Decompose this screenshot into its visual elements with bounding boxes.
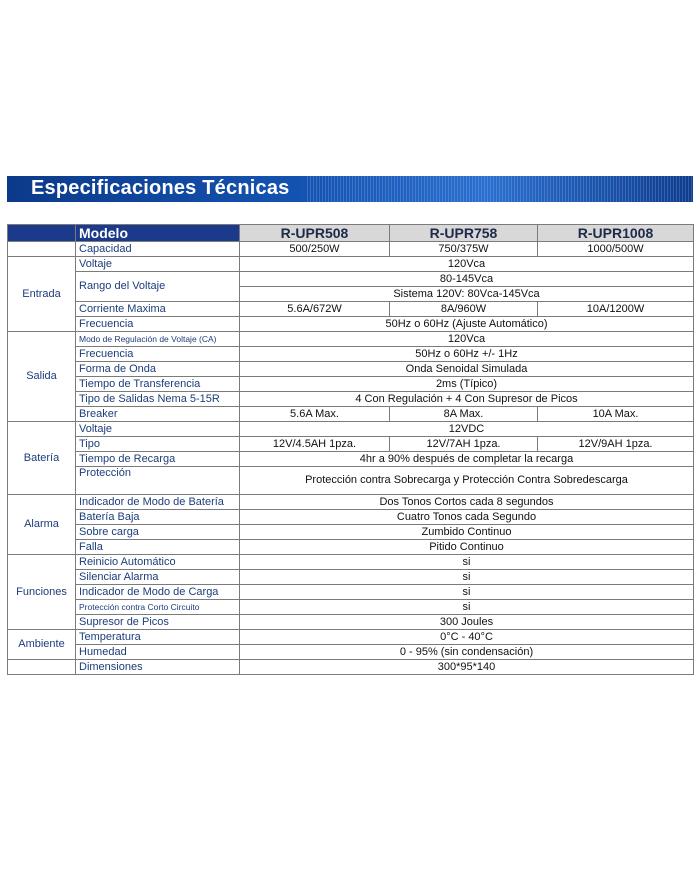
group-alarma: Alarma — [8, 495, 76, 555]
row-value: si — [240, 555, 694, 570]
row-label: Voltaje — [76, 257, 240, 272]
row-value: 50Hz o 60Hz +/- 1Hz — [240, 347, 694, 362]
table-row — [8, 257, 694, 272]
row-label: Corriente Maxima — [76, 302, 240, 317]
row-label: Supresor de Picos — [76, 615, 240, 630]
table-row — [8, 422, 694, 437]
table-row — [8, 570, 694, 585]
row-value: 12V/7AH 1pza. — [390, 437, 538, 452]
row-value: 10A/1200W — [538, 302, 694, 317]
row-label: Breaker — [76, 407, 240, 422]
row-value: 12V/4.5AH 1pza. — [240, 437, 390, 452]
row-label: Indicador de Modo de Batería — [76, 495, 240, 510]
row-value: Cuatro Tonos cada Segundo — [240, 510, 694, 525]
row-label: Tiempo de Recarga — [76, 452, 240, 467]
table-row — [8, 242, 694, 257]
row-label: Modo de Regulación de Voltaje (CA) — [76, 332, 240, 347]
row-value: Zumbido Continuo — [240, 525, 694, 540]
row-label: Frecuencia — [76, 347, 240, 362]
row-value: 4hr a 90% después de completar la recarga — [240, 452, 694, 467]
row-value: 1000/500W — [538, 242, 694, 257]
row-value: si — [240, 570, 694, 585]
row-value: 8A Max. — [390, 407, 538, 422]
header-row — [8, 225, 694, 242]
row-label: Tipo de Salidas Nema 5-15R — [76, 392, 240, 407]
table-row — [8, 272, 694, 287]
row-value: 50Hz o 60Hz (Ajuste Automático) — [240, 317, 694, 332]
header-model-3: R-UPR1008 — [538, 225, 694, 242]
row-value: 10A Max. — [538, 407, 694, 422]
page-title: Especificaciones Técnicas — [31, 177, 290, 199]
row-value: 300 Joules — [240, 615, 694, 630]
table-row — [8, 600, 694, 615]
row-label: Falla — [76, 540, 240, 555]
table-row — [8, 347, 694, 362]
row-label: Batería Baja — [76, 510, 240, 525]
table-row — [8, 615, 694, 630]
banner-stripes — [307, 176, 693, 202]
row-value: 0 - 95% (sin condensación) — [240, 645, 694, 660]
row-label: Temperatura — [76, 630, 240, 645]
table-row — [8, 452, 694, 467]
row-value: 12V/9AH 1pza. — [538, 437, 694, 452]
table-row — [8, 540, 694, 555]
group-ambiente: Ambiente — [8, 630, 76, 660]
row-value: Dos Tonos Cortos cada 8 segundos — [240, 495, 694, 510]
row-value: 750/375W — [390, 242, 538, 257]
row-value: si — [240, 600, 694, 615]
spec-table — [7, 224, 694, 675]
row-label: Silenciar Alarma — [76, 570, 240, 585]
row-value: Sistema 120V: 80Vca-145Vca — [240, 287, 694, 302]
table-row — [8, 660, 694, 675]
row-label: Protección contra Corto Circuito — [76, 600, 240, 615]
table-row — [8, 585, 694, 600]
group-blank — [8, 242, 76, 257]
header-corner — [8, 225, 76, 242]
row-label: Rango del Voltaje — [76, 272, 240, 302]
row-label: Dimensiones — [76, 660, 240, 675]
group-bateria: Batería — [8, 422, 76, 495]
table-row — [8, 317, 694, 332]
title-banner — [7, 176, 693, 202]
row-value: 12VDC — [240, 422, 694, 437]
group-entrada: Entrada — [8, 257, 76, 332]
row-label: Reinicio Automático — [76, 555, 240, 570]
table-row — [8, 510, 694, 525]
row-label: Forma de Onda — [76, 362, 240, 377]
row-value: 300*95*140 — [240, 660, 694, 675]
row-value: 5.6A/672W — [240, 302, 390, 317]
row-value: Onda Senoidal Simulada — [240, 362, 694, 377]
row-label: Humedad — [76, 645, 240, 660]
row-value: Protección contra Sobrecarga y Protección Contra Sobredescarga — [240, 467, 694, 495]
table-row — [8, 495, 694, 510]
table-row — [8, 555, 694, 570]
row-label: Tiempo de Transferencia — [76, 377, 240, 392]
row-value: 8A/960W — [390, 302, 538, 317]
row-label: Voltaje — [76, 422, 240, 437]
row-value: 500/250W — [240, 242, 390, 257]
group-blank — [8, 660, 76, 675]
table-row — [8, 407, 694, 422]
row-label: Capacidad — [76, 242, 240, 257]
row-value: si — [240, 585, 694, 600]
header-model-2: R-UPR758 — [390, 225, 538, 242]
row-label: Indicador de Modo de Carga — [76, 585, 240, 600]
table-row — [8, 377, 694, 392]
row-value: 5.6A Max. — [240, 407, 390, 422]
row-value: 4 Con Regulación + 4 Con Supresor de Picos — [240, 392, 694, 407]
row-value: Pitido Continuo — [240, 540, 694, 555]
row-value: 2ms (Típico) — [240, 377, 694, 392]
table-row — [8, 645, 694, 660]
table-row — [8, 392, 694, 407]
row-label: Frecuencia — [76, 317, 240, 332]
group-salida: Salida — [8, 332, 76, 422]
header-model-1: R-UPR508 — [240, 225, 390, 242]
table-row — [8, 332, 694, 347]
row-label: Tipo — [76, 437, 240, 452]
row-value: 120Vca — [240, 257, 694, 272]
table-row — [8, 437, 694, 452]
row-value: 80-145Vca — [240, 272, 694, 287]
row-label: Protección — [76, 467, 240, 495]
table-row — [8, 630, 694, 645]
row-label: Sobre carga — [76, 525, 240, 540]
row-value: 120Vca — [240, 332, 694, 347]
table-row — [8, 362, 694, 377]
row-value: 0°C - 40°C — [240, 630, 694, 645]
header-modelo: Modelo — [76, 225, 240, 242]
table-row — [8, 525, 694, 540]
group-funciones: Funciones — [8, 555, 76, 630]
